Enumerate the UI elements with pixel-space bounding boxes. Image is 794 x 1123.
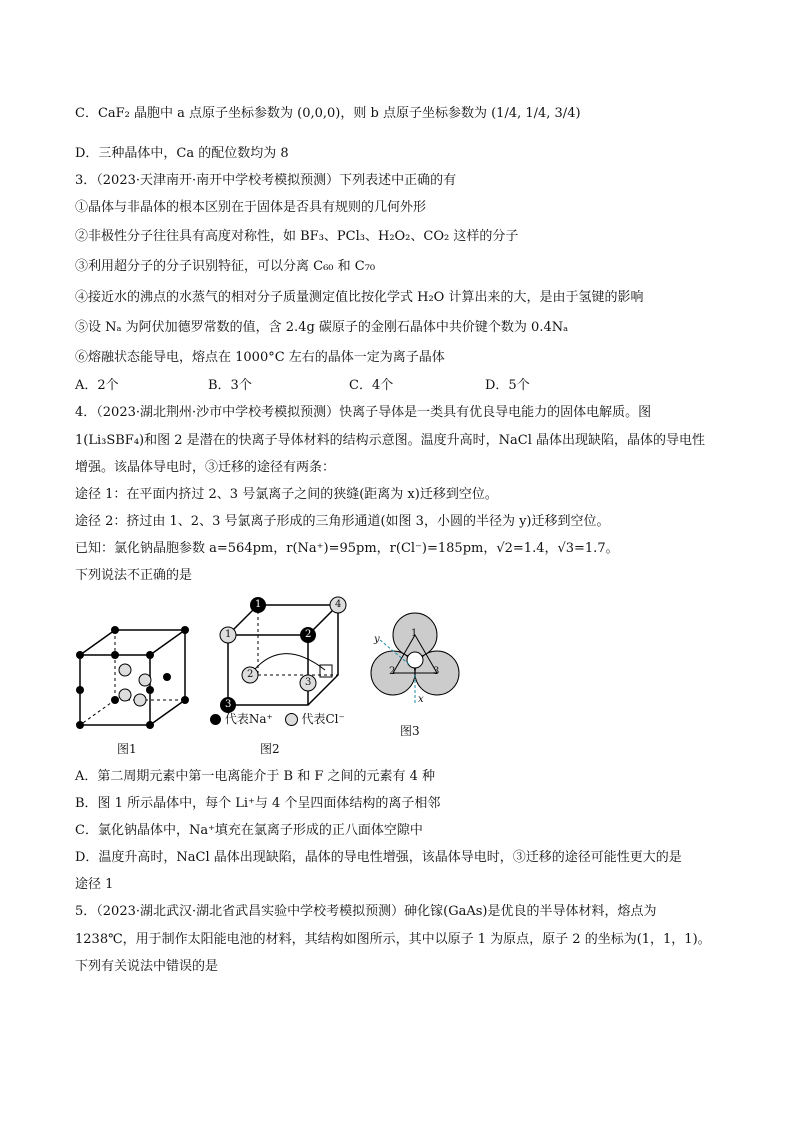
figure-group [60, 590, 480, 760]
choice-b: B．3个 [208, 378, 252, 393]
fig2-label-3b: 3 [225, 699, 232, 710]
text-line-q5c: 下列有关说法中错误的是 [75, 959, 219, 974]
fig2-label-1a: 1 [255, 599, 262, 610]
text-line-s2: ②非极性分子往往具有高度对称性，如 BF₃、PCl₃、H₂O₂、CO₂ 这样的分子 [75, 229, 519, 244]
text-line-oa: A．第二周期元素中第一电离能介于 B 和 F 之间的元素有 4 种 [75, 769, 436, 784]
figure-1-cubic-lattice [60, 610, 210, 740]
text-line-s3: ③利用超分子的分子识别特征，可以分离 C₆₀ 和 C₇₀ [75, 259, 376, 274]
text-line-q5b: 1238℃，用于制作太阳能电池的材料，其结构如图所示，其中以原子 1 为原点，原子 2 的坐标为(1，1，1)。 [75, 932, 711, 947]
figure-3-caption: 图3 [400, 724, 420, 738]
fig3-label-1: 1 [411, 628, 418, 639]
choice-a: A．2个 [75, 378, 119, 393]
text-line-d: D．三种晶体中，Ca 的配位数均为 8 [75, 146, 289, 161]
fig2-label-3a: 3 [305, 677, 312, 688]
choice-c: C．4个 [349, 378, 394, 393]
text-line-p2: 途径 2：挤过由 1、2、3 号氯离子形成的三角形通道(如图 3，小圆的半径为 y)迁移到空位。 [75, 514, 610, 529]
text-line-c: C．CaF₂ 晶胞中 a 点原子坐标参数为 (0,0,0)，则 b 点原子坐标参数为 (1/4, 1/4, 3/4) [75, 106, 581, 121]
text-line-od: D．温度升高时，NaCl 晶体出现缺陷，晶体的导电性增强，该晶体导电时，③迁移的途径可能性更大的是 [75, 850, 682, 865]
figure-3-triangle-channel [360, 605, 470, 715]
text-line-q3: 3．（2023·天津南开·南开中学校考模拟预测）下列表述中正确的有 [75, 173, 457, 188]
fig3-label-2: 2 [389, 666, 396, 677]
fig2-label-2a: 2 [305, 629, 312, 640]
fig2-label-2b: 2 [247, 669, 254, 680]
text-line-ob: B．图 1 所示晶体中，每个 Li⁺与 4 个呈四面体结构的离子相邻 [75, 796, 441, 811]
text-line-q4c: 增强。该晶体导电时，③迁移的途径有两条： [75, 460, 336, 475]
figure-2-caption: 图2 [260, 742, 280, 756]
fig3-label-y: y [374, 634, 380, 645]
figure-2-legend [210, 710, 345, 727]
text-line-q5: 5．（2023·湖北武汉·湖北省武昌实验中学校考模拟预测）砷化镓(GaAs)是优良的半导体材料，熔点为 [75, 904, 657, 919]
fig2-label-4: 4 [335, 599, 342, 610]
text-line-s1: ①晶体与非晶体的根本区别在于固体是否具有规则的几何外形 [75, 200, 427, 215]
text-line-oc: C．氯化钠晶体中，Na⁺填充在氯离子形成的正八面体空隙中 [75, 823, 423, 838]
cl-legend-label: 代表Cl⁻ [301, 712, 345, 726]
figure-2-nacl-cell [210, 595, 350, 715]
text-line-q4: 4．（2023·湖北荆州·沙市中学校考模拟预测）快离子导体是一类具有优良导电能力的固体电解质。图 [75, 405, 652, 420]
text-line-od2: 途径 1 [75, 877, 114, 892]
figure-1-caption: 图1 [117, 742, 137, 756]
fig3-label-x: x [418, 694, 424, 705]
text-line-s5: ⑤设 Nₐ 为阿伏加德罗常数的值，含 2.4g 碳原子的金刚石晶体中共价键个数为 0.4Nₐ [75, 320, 569, 335]
text-line-s4: ④接近水的沸点的水蒸气的相对分子质量测定值比按化学式 H₂O 计算出来的大，是由于氢键的影响 [75, 290, 644, 305]
text-line-ask: 下列说法不正确的是 [75, 568, 193, 583]
cl-legend-icon [285, 713, 298, 726]
text-line-p1: 途径 1：在平面内挤过 2、3 号氯离子之间的狭缝(距离为 x)迁移到空位。 [75, 487, 498, 502]
text-line-s6: ⑥熔融状态能导电，熔点在 1000°C 左右的晶体一定为离子晶体 [75, 350, 445, 365]
text-line-known: 已知：氯化钠晶胞参数 a=564pm，r(Na⁺)=95pm，r(Cl⁻)=185pm，√2=1.4，√3=1.7。 [75, 541, 619, 556]
choice-d: D．5个 [485, 378, 530, 393]
na-legend-icon [210, 714, 221, 725]
fig2-label-1b: 1 [225, 629, 232, 640]
text-line-q4b: 1(Li₃SBF₄)和图 2 是潜在的快离子导体材料的结构示意图。温度升高时，NaCl 晶体出现缺陷，晶体的导电性 [75, 433, 706, 448]
fig3-label-3: 3 [433, 666, 440, 677]
choice-row-q3 [75, 377, 530, 395]
na-legend-label: 代表Na⁺ [224, 712, 273, 726]
